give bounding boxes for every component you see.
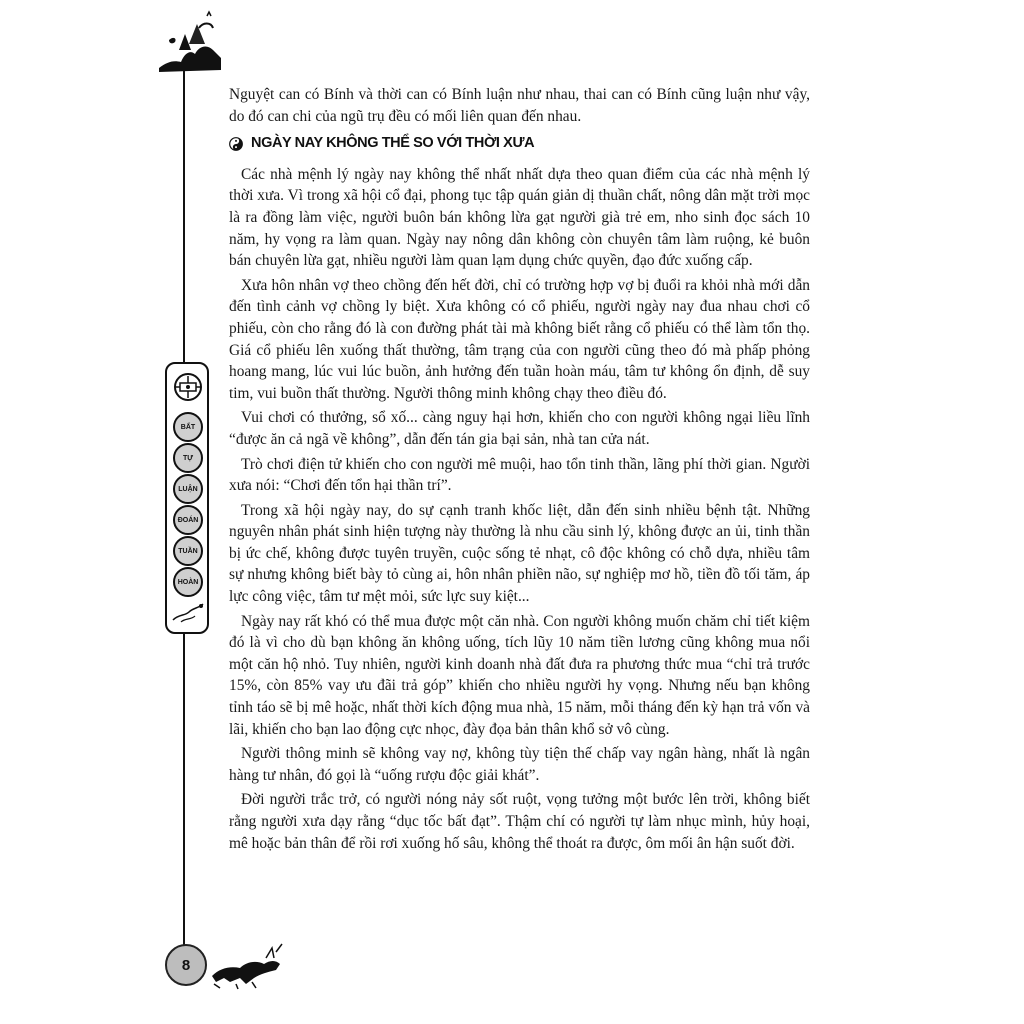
- page-number: 8: [165, 944, 207, 986]
- ornament-emblem-icon: [173, 372, 203, 402]
- tab-label-luan: LUẬN: [173, 474, 203, 504]
- main-text-column: [229, 84, 810, 857]
- paragraph: Trong xã hội ngày nay, do sự cạnh tranh khốc liệt, dẫn đến sinh nhiều bệnh tật. Những nguyên nhân phát sinh hiện tượng này thường là nhu cầu sinh lý, không được an ủi, tinh thần bị ức chế, không được tuyên truyền, cuộc sống tẻ nhạt, cô độc không có chỗ dựa, nhiều tâm sự nhưng không biết bày tỏ cùng ai, hôn nhân phiền não, sự nghiệp mơ hồ, tiền đồ tối tăm, áp lực công việc, tâm tư mệt mỏi, sức lực suy kiệt...: [229, 501, 810, 606]
- tab-label-tuan: TUẦN: [173, 536, 203, 566]
- paragraph: Xưa hôn nhân vợ theo chồng đến hết đời, chỉ có trường hợp vợ bị đuổi ra khỏi nhà mới dẫn đến tình cảnh vợ chồng ly biệt. Xưa không có cổ phiếu, người ngày nay đua nhau chơi cổ phiếu, còn cho rằng đó là con đường phát tài mà không biết rằng cổ phiếu có thể làm tổn thọ. Giá cổ phiếu lên xuống thất thường, tâm trạng của con người cũng theo đó mà phấp phỏng hoang mang, lúc vui lúc buồn, ảnh hưởng đến tuần hoàn máu, tâm tư không ổn định, dễ suy tim, vui buồn thất thường. Người thông minh không chạy theo điều đó.: [229, 276, 810, 402]
- tab-label-hoan: HOÀN: [173, 567, 203, 597]
- paragraph: Đời người trắc trở, có người nóng nảy sốt ruột, vọng tưởng một bước lên trời, không biết rằng người xưa dạy rằng “dục tốc bất đạt”. Thậm chí có người tự làm nhục mình, hủy hoại, mê hoặc bản thân để rồi rơi xuống hố sâu, không thể thoát ra được, ôm mối ân hận suốt đời.: [229, 791, 810, 852]
- ink-animal-illustration: [206, 938, 286, 990]
- paragraph: Ngày nay rất khó có thể mua được một căn nhà. Con người không muốn chăm chỉ tiết kiệm đó là vì cho dù bạn không ăn không uống, tích lũy 10 năm tiền lương cũng không mua nổi một căn hộ nhỏ. Tuy nhiên, người kinh doanh nhà đất đưa ra phương thức mua “chỉ trả trước 15%, còn 85% vay ưu đãi trả góp” khiến cho nhiều người hy vọng. Nhưng nếu bạn không tỉnh táo sẽ bị mê hoặc, nhất thời kích động mua nhà, 15 năm, mỗi tháng đến kỳ hạn trả vốn và lãi, khiến cho bạn lao động cực nhọc, đày đọa bản thân khổ sở vô cùng.: [229, 612, 810, 738]
- section-heading-text: NGÀY NAY KHÔNG THỂ SO VỚI THỜI XƯA: [251, 135, 535, 152]
- yin-yang-icon: [229, 137, 243, 151]
- paragraph: Người thông minh sẽ không vay nợ, không tùy tiện thế chấp vay ngân hàng, nhất là ngân hàng tư nhân, đó gọi là “uống rượu độc giải khát”.: [229, 745, 810, 784]
- paragraph: Trò chơi điện tử khiến cho con người mê muội, hao tổn tinh thần, lãng phí thời gian. Người xưa nói: “Chơi đến tổn hại thần trí”.: [229, 455, 810, 495]
- paragraph: Các nhà mệnh lý ngày nay không thể nhất nhất dựa theo quan điểm của các nhà mệnh lý thời xưa. Vì trong xã hội cổ đại, phong tục tập quán giản dị thuần chất, nông dân mặt trời mọc là ra đồng làm việc, người buôn bán không lừa gạt người già trẻ em, nho sinh đọc sách 10 năm, hy vọng ra làm quan. Ngày nay nông dân không còn chuyên tâm làm ruộng, kẻ buôn bán chuyên lừa gạt, nhiều người làm quan lạm dụng chức quyền, đạo đức xuống cấp.: [229, 165, 810, 270]
- tab-label-tu: TỰ: [173, 443, 203, 473]
- tab-label-bat: BẤT: [173, 412, 203, 442]
- paragraph: Vui chơi có thưởng, sổ xố... càng nguy hại hơn, khiến cho con người không ngại liều lĩnh “được ăn cả ngã về không”, dẫn đến tán gia bại sản, nhà tan cửa nát.: [229, 409, 810, 448]
- ink-landscape-illustration: [155, 10, 225, 80]
- chapter-side-tab: [165, 362, 209, 634]
- section-heading: [229, 133, 810, 155]
- tab-label-doan: ĐOÁN: [173, 505, 203, 535]
- intro-paragraph: Nguyệt can có Bính và thời can có Bính luận như nhau, thai can có Bính cũng luận như vậy, do đó can chi của ngũ trụ đều có mối liên quan đến nhau.: [229, 86, 810, 125]
- ink-bird-illustration: [171, 600, 207, 626]
